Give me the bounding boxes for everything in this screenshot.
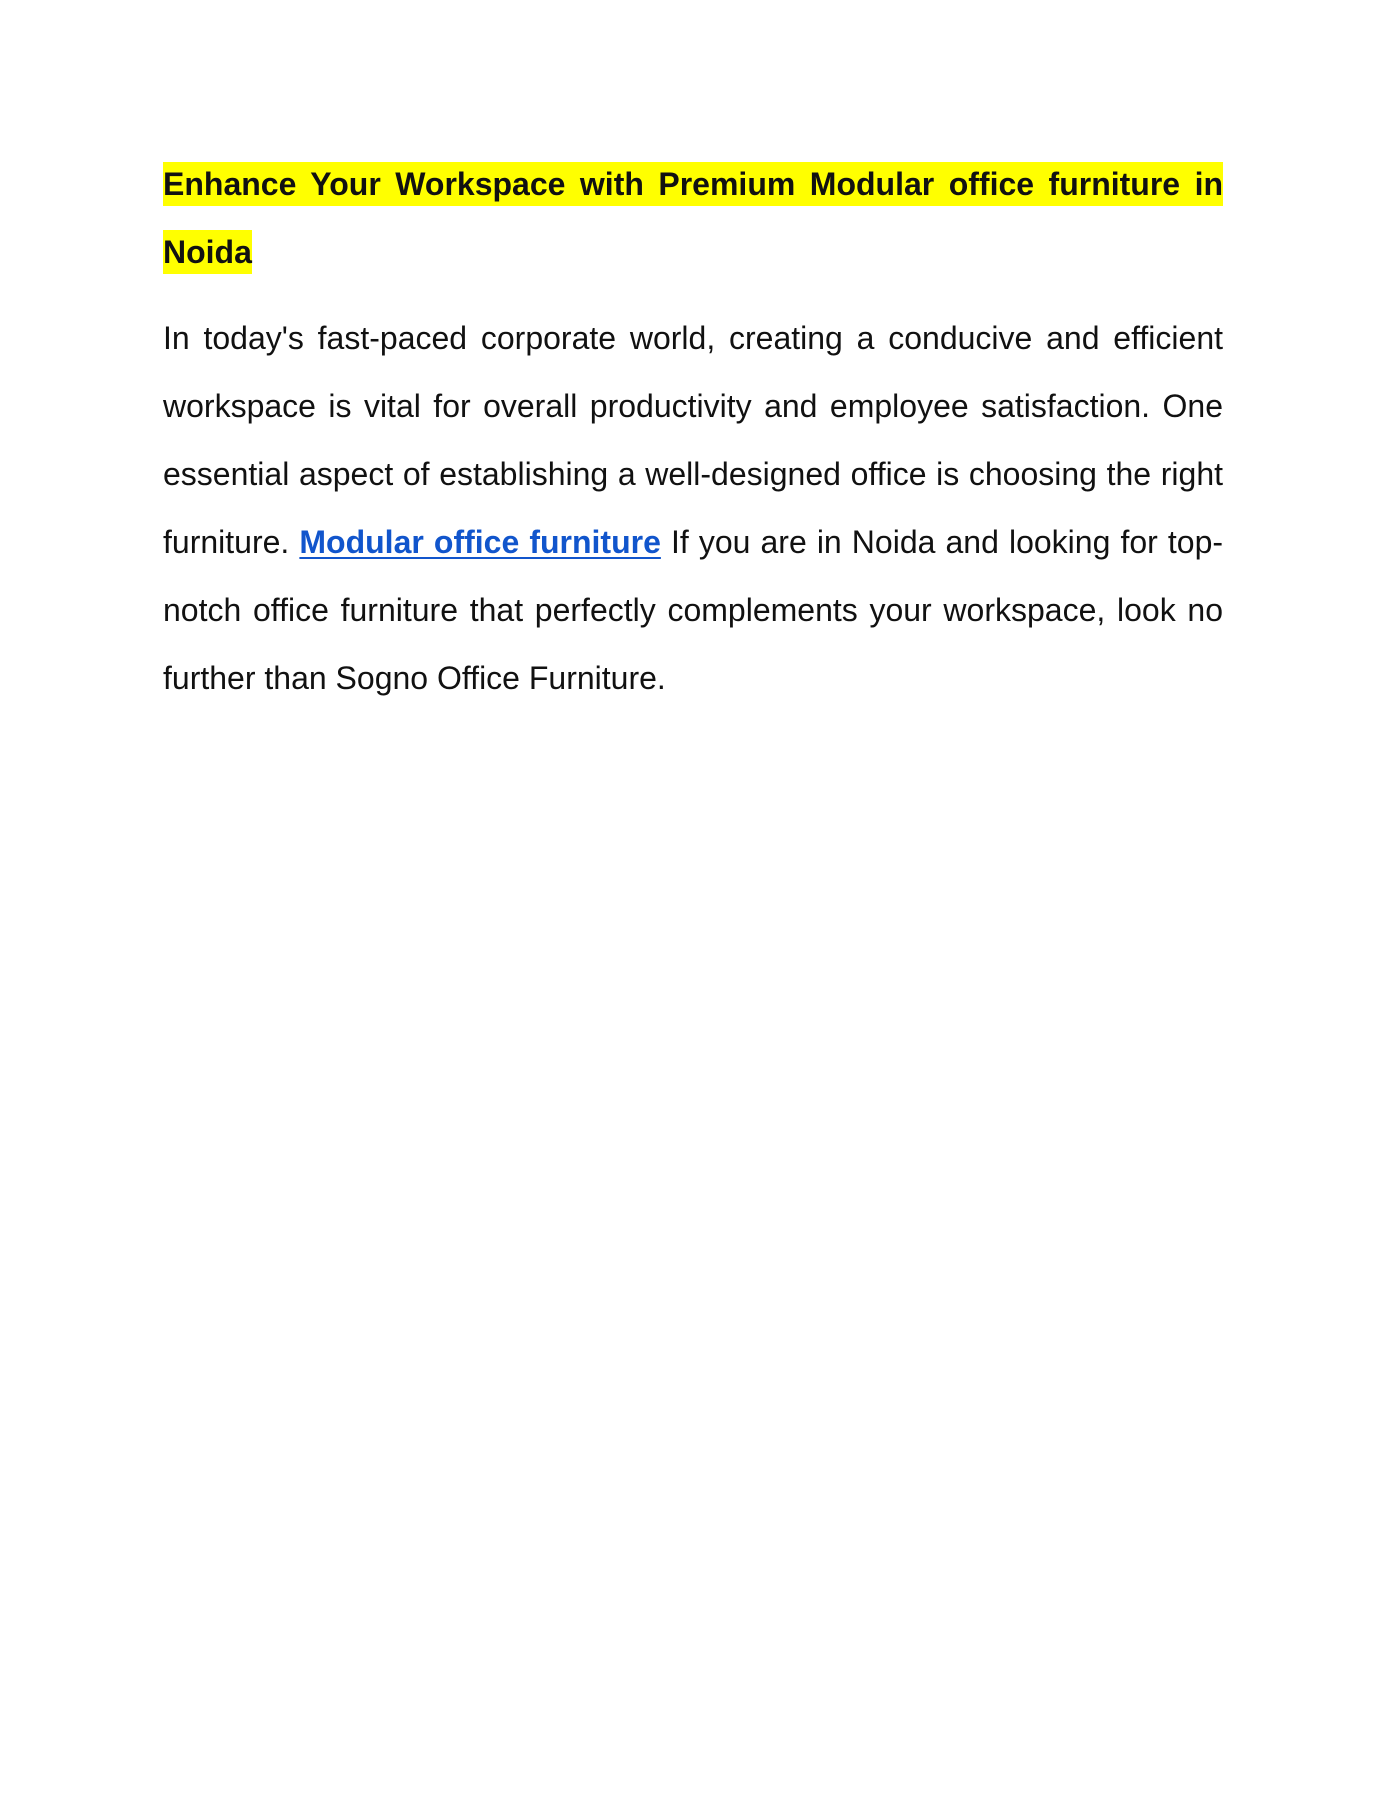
document-heading [163, 150, 1223, 286]
modular-office-furniture-link[interactable]: Modular office furniture [299, 524, 661, 560]
paragraph-text-before-link: In today's fast-paced corporate world, creating a conducive and efficient workspace is vital for overall productivity and employee satisfaction. One essential aspect of establishing a well-designed office is choosing the right furniture. [163, 320, 1223, 560]
body-paragraph [163, 304, 1223, 712]
document-content [163, 150, 1223, 712]
paragraph-text-after-link: If you are in Noida and looking for top-notch office furniture that perfectly complements your workspace, look no further than Sogno Office Furniture. [163, 524, 1224, 696]
heading-highlight: Enhance Your Workspace with Premium Modular office furniture in Noida [163, 162, 1223, 274]
